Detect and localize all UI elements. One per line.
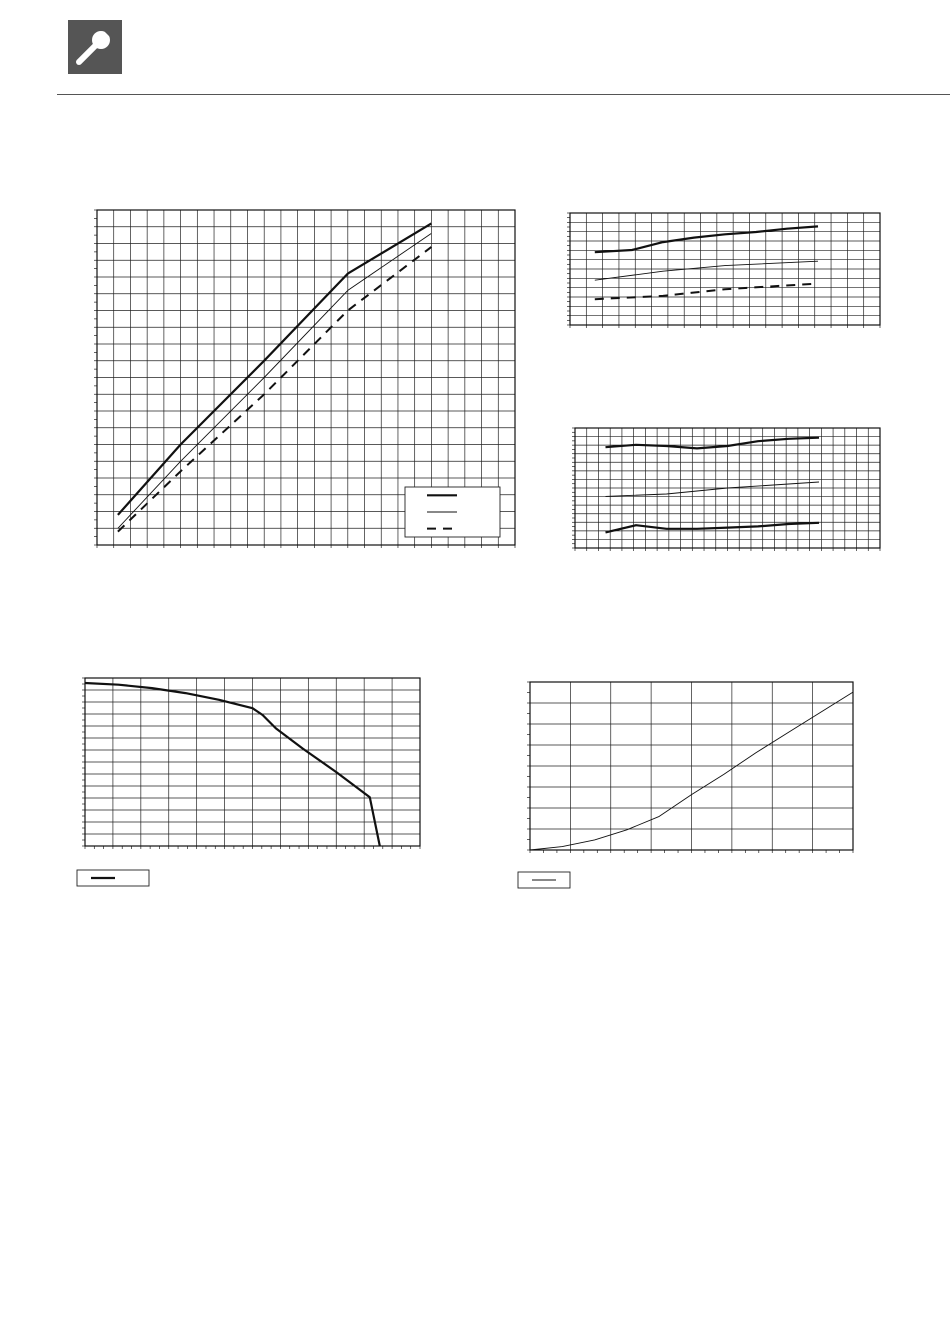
chart-2 xyxy=(560,205,890,335)
series-line-2 xyxy=(595,261,818,280)
legend xyxy=(405,487,500,537)
series-line-2 xyxy=(118,233,432,528)
series-line-1 xyxy=(118,223,432,515)
axis-ticks xyxy=(527,682,853,853)
legend xyxy=(518,872,570,888)
chart-5 xyxy=(510,672,860,892)
header-rule xyxy=(57,94,950,95)
series-line-3 xyxy=(118,247,432,532)
series-line-1 xyxy=(595,226,818,252)
grid xyxy=(570,213,880,325)
chart-1 xyxy=(85,200,525,550)
series-line-2 xyxy=(606,482,820,496)
axis-ticks xyxy=(567,213,880,328)
chart-4 xyxy=(75,670,425,895)
chart-3 xyxy=(565,420,895,555)
grid xyxy=(530,682,853,850)
grid xyxy=(85,678,420,846)
legend xyxy=(77,870,149,886)
series-line-1 xyxy=(85,683,380,846)
axis-ticks xyxy=(82,678,420,849)
wrench-icon xyxy=(68,20,122,74)
series-line-1 xyxy=(606,438,820,449)
